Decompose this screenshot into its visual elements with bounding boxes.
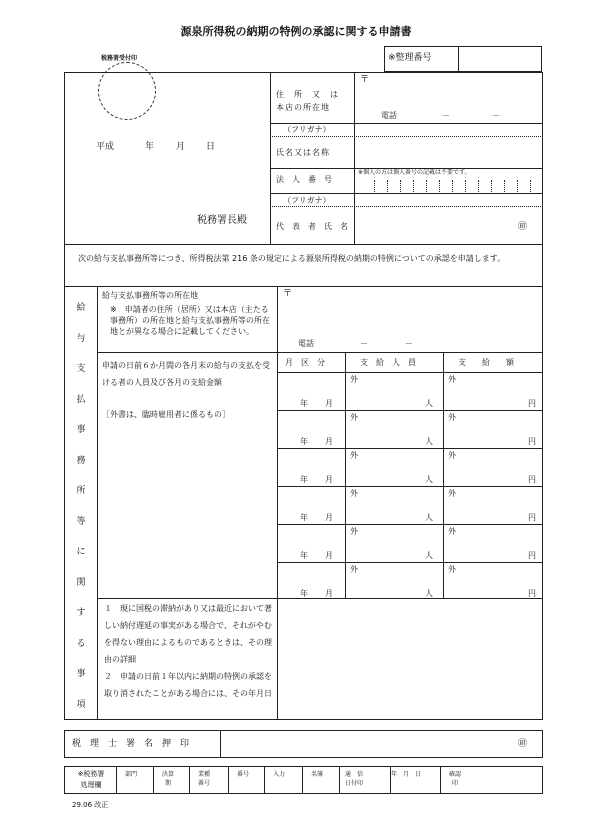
representative-label: 代 表 者 氏 名 [276,222,348,231]
row-people-unit: 人 [425,551,433,560]
office-location-note: ※ 申請者の住所（居所）又は本店（主たる事務所）の所在地と給与支払事務所等の所在地とが異なる場合に記載してください。 [110,305,270,336]
payment-sublabel: ［外書は、臨時雇用者に係るもの］ [102,410,230,419]
row-month: 月 [325,437,333,446]
office-use-cell: 確認 印 [448,771,461,787]
row-year: 年 [300,551,308,560]
side-label-char: 事 [76,669,86,679]
tel-label: 電話 [381,111,397,120]
row-year: 年 [300,475,308,484]
row-amount-outer: 外 [448,451,456,460]
side-label-char: 項 [76,699,86,710]
row-month: 月 [325,399,333,408]
office-use-cell: 業種 番号 [197,771,210,787]
side-label-char: 務 [76,455,86,466]
row-amount-outer: 外 [448,413,456,422]
row-amount-unit: 円 [528,589,536,598]
row-amount-outer: 外 [448,527,456,536]
row-amount-outer: 外 [448,375,456,384]
tax-office-addressee: 税務署長殿 [197,215,247,226]
row-people-unit: 人 [425,437,433,446]
seiri-bango-label: ※整理番号 [388,53,432,63]
office-tel-dash-2: － [405,339,413,348]
row-amount-unit: 円 [528,399,536,408]
stamp-circle-icon [98,62,156,120]
name-label: 氏名又は名称 [276,148,330,157]
side-label-char: 給 [76,303,86,313]
row-people-outer: 外 [350,375,358,384]
row-people-outer: 外 [350,565,358,574]
intro-text: 次の給与支払事務所等につき、所得税法第 216 条の規定による源泉所得税の納期の特例についての承認を申請します。 [78,254,506,263]
row-amount-unit: 円 [528,475,536,484]
side-label-char: 等 [76,516,86,527]
office-use-cell: 年 月 日 [391,771,422,778]
revision-note: 29.06 改正 [72,801,109,809]
side-label-char: 所 [76,486,86,496]
side-label-char: る [76,638,86,649]
date-month: 月 [176,142,186,152]
date-era: 平成 [96,142,115,152]
row-people-outer: 外 [350,413,358,422]
tax-accountant-seal: ㊞ [518,739,528,749]
row-people-outer: 外 [350,489,358,498]
tel-dash-2: － [492,111,500,120]
row-year: 年 [300,589,308,598]
row-amount-unit: 円 [528,437,536,446]
furigana-label-2: （フリガナ） [283,196,331,205]
office-tel-dash-1: － [360,339,368,348]
side-label-char: 関 [76,577,86,588]
row-people-unit: 人 [425,513,433,522]
office-use-cell: 部門 [124,771,137,778]
row-amount-unit: 円 [528,513,536,522]
header-month: 月 区 分 [285,358,325,367]
furigana-label-1: （フリガナ） [283,125,331,134]
office-postal-mark: 〒 [283,289,293,299]
office-use-cell: 入力 [272,771,285,778]
postal-mark: 〒 [360,75,370,85]
row-year: 年 [300,399,308,408]
date-year: 年 [145,142,155,152]
row-year: 年 [300,437,308,446]
stamp-label: 税務署受付印 [101,55,138,62]
reasons-text: １ 現に国税の滞納があり又は最近において著しい納付遅延の事実がある場合で、それがやむを得ない理由によるものであるときは、その理由の詳細 ２ 申請の日前１年以内に納期の特例の承認を取り消されたことがある場合には、その年月日 [104,604,272,698]
side-label [74,300,88,727]
side-label-char: 事 [76,425,86,435]
office-use-cell: 番号 [236,771,249,778]
header-amount: 支 給 額 [458,358,514,367]
corp-number-label: 法 人 番 号 [276,175,332,184]
office-use-cell: 通 信 日付印 [344,771,363,787]
row-people-unit: 人 [425,475,433,484]
row-people-outer: 外 [350,527,358,536]
office-location-label: 給与支払事務所等の所在地 [102,291,198,300]
tax-accountant-label: 税 理 士 署 名 押 印 [72,739,190,749]
tel-dash-1: － [442,111,450,120]
office-use-cell: 名簿 [310,771,323,778]
row-month: 月 [325,589,333,598]
side-label-char: 与 [76,333,86,344]
row-people-outer: 外 [350,451,358,460]
side-label-char: 払 [76,394,86,405]
row-month: 月 [325,551,333,560]
side-label-char: 支 [76,364,86,374]
page-title: 源泉所得税の納期の特例の承認に関する申請書 [180,25,412,38]
seal-mark: ㊞ [518,222,528,232]
office-use-label: ※税務署 処理欄 [77,770,105,789]
side-label-char: す [76,608,86,618]
row-amount-outer: 外 [448,489,456,498]
header-people: 支 給 人 員 [360,358,416,367]
row-amount-outer: 外 [448,565,456,574]
row-people-unit: 人 [425,589,433,598]
date-day: 日 [206,142,216,152]
row-month: 月 [325,475,333,484]
corp-number-note: ※個人の方は個人番号の記載は不要です。 [358,169,471,176]
address-label: 住 所 又 は 本店の所在地 [276,90,339,112]
payment-label: 申請の日前６か月間の各月末の給与の支払を受ける者の人員及び各月の支給金額 [102,361,270,387]
row-year: 年 [300,513,308,522]
side-label-char: に [76,547,86,557]
row-amount-unit: 円 [528,551,536,560]
office-tel-label: 電話 [298,339,314,348]
row-people-unit: 人 [425,399,433,408]
row-month: 月 [325,513,333,522]
office-use-cell: 決算 期 [161,771,174,787]
